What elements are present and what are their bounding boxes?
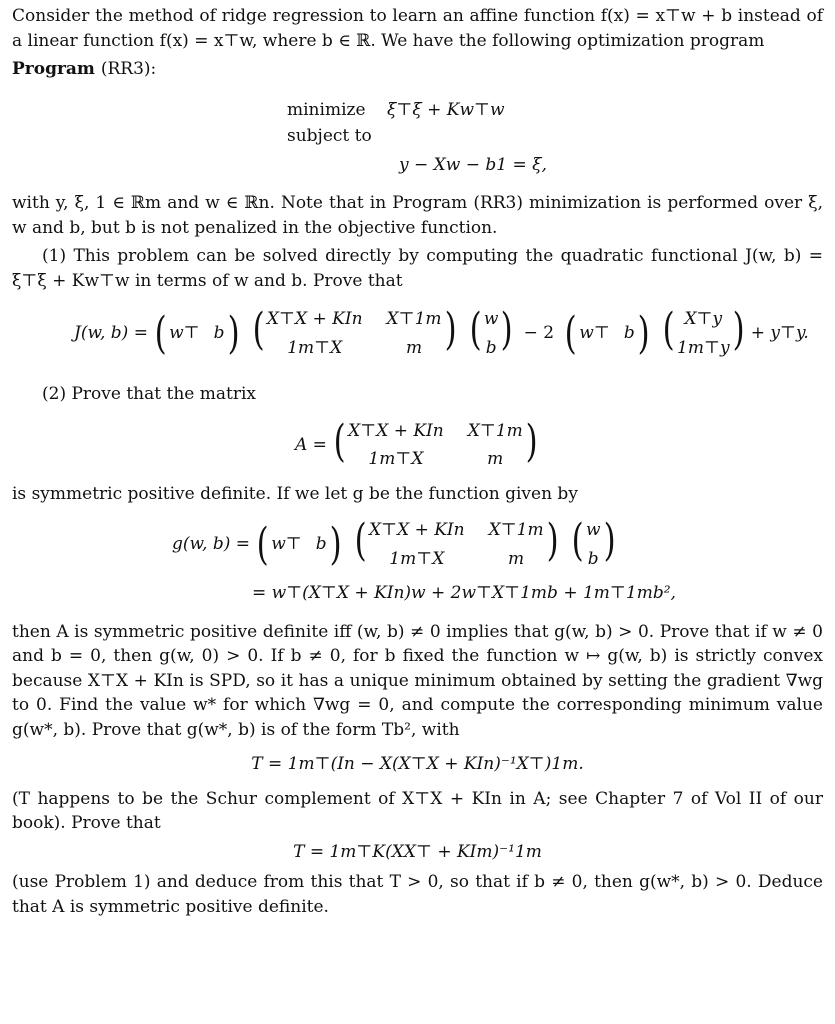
a-matrix-equation: [295, 417, 823, 474]
j-m21: 1m⊤X: [287, 337, 343, 358]
j-rhs-bottom: 1m⊤y: [677, 337, 730, 358]
spd-sentence: is symmetric positive definite. If we let g be the function given by: [12, 483, 578, 504]
j-row-vector: ( w⊤ b ): [154, 307, 240, 359]
minimize-word: minimize: [287, 99, 366, 120]
g-row-b: b: [315, 534, 327, 555]
t-equation-2: T = 1m⊤K(XX⊤ + KIm)⁻¹1m: [293, 841, 542, 862]
a-m22: m: [487, 449, 504, 469]
g-expansion: = w⊤(X⊤X + KIn)w + 2w⊤X⊤1mb + 1m⊤1mb²,: [252, 583, 676, 603]
j-m12: X⊤1m: [386, 309, 442, 329]
g-col-w: w: [585, 520, 601, 540]
j-block-matrix: ( X⊤X + KIn X⊤1m 1m⊤X m ): [250, 305, 459, 362]
intro-paragraph: Consider the method of ridge regression to learn an affine function f(x) = x⊤w + b instead of a linear function f(x) = x⊤w, where b ∈ ℝ. We have the following optimization program: [12, 6, 823, 51]
subject-row: [287, 124, 823, 149]
j-row-vector-2: ( w⊤ b ): [564, 307, 650, 359]
j-col-w: w: [483, 309, 499, 329]
j-col-vector: ( w b ): [467, 305, 516, 362]
j-rhs-top: X⊤y: [684, 309, 723, 329]
g-lhs: g(w, b) =: [172, 534, 251, 555]
part1-text: (1) This problem can be solved directly by computing the quadratic functional J(w, b) = ξ⊤ξ + Kw⊤w in terms of w and b. Prove that: [12, 246, 823, 291]
g-row-vector: ( w⊤ b ): [256, 518, 342, 570]
a-m11: X⊤X + KIn: [348, 420, 444, 441]
j-minus-two: − 2: [523, 323, 555, 344]
j-equation: [74, 305, 823, 362]
final-paragraph: (use Problem 1) and deduce from this that T > 0, so that if b ≠ 0, then g(w*, b) > 0. Deduce that A is symmetric positive definite.: [12, 872, 823, 917]
program-label: Program: [12, 59, 95, 79]
program-heading: [12, 57, 823, 82]
part2-text: (2) Prove that the matrix: [42, 384, 256, 404]
a-block-matrix: ( X⊤X + KIn X⊤1m 1m⊤X m ): [331, 417, 540, 474]
j-rhs-vector: ( X⊤y 1m⊤y ): [660, 305, 747, 362]
j-m22: m: [405, 337, 423, 358]
j-row2-b: b: [623, 323, 635, 344]
j-row2-w: w⊤: [579, 323, 610, 344]
subject-to-word: subject to: [287, 126, 372, 146]
g-col-vector: ( w b ): [569, 516, 618, 573]
j-row-w: w⊤: [169, 323, 200, 344]
objective-expression: ξ⊤ξ + Kw⊤w: [387, 99, 505, 120]
constraint-row: [399, 153, 823, 178]
g-col-b: b: [587, 548, 599, 569]
g-m11: X⊤X + KIn: [368, 520, 465, 540]
optimization-program: [287, 98, 823, 178]
a-m21: 1m⊤X: [368, 449, 424, 469]
g-row-w: w⊤: [271, 534, 302, 555]
constraint-expression: y − Xw − b1 = ξ,: [399, 154, 547, 175]
j-lhs: J(w, b) =: [74, 323, 148, 344]
t-equation: T = 1m⊤(In − X(X⊤X + KIn)⁻¹X⊤)1m.: [251, 754, 584, 774]
g-m22: m: [508, 548, 525, 569]
objective-row: [287, 98, 823, 123]
with-paragraph: with y, ξ, 1 ∈ ℝm and w ∈ ℝn. Note that in Program (RR3) minimization is performed over ξ, w and b, but b is not penalized in the objective function.: [12, 193, 823, 238]
a-m12: X⊤1m: [467, 420, 523, 441]
spd-proof-paragraph: then A is symmetric positive definite iff (w, b) ≠ 0 implies that g(w, b) > 0. Prove that if w ≠ 0 and b = 0, then g(w, 0) > 0. If b ≠ 0, for b fixed the function w ↦ g(w, b) is strictly convex because X⊤X + KIn is SPD, so it has a unique minimum obtained by setting the gradient ∇wg to 0. Find the value w* for which ∇wg = 0, and compute the corresponding minimum value g(w*, b). Prove that g(w*, b) is of the form Tb², with: [12, 621, 823, 740]
g-m21: 1m⊤X: [389, 548, 445, 569]
a-lhs: A =: [295, 434, 327, 455]
program-name: (RR3):: [100, 59, 157, 79]
j-row-b: b: [213, 323, 225, 344]
g-block-matrix: ( X⊤X + KIn X⊤1m 1m⊤X m ): [352, 516, 561, 573]
j-tail: + y⊤y.: [750, 323, 809, 344]
g-m12: X⊤1m: [488, 520, 544, 540]
schur-paragraph: (T happens to be the Schur complement of X⊤X + KIn in A; see Chapter 7 of Vol II of our book). Prove that: [12, 788, 823, 833]
j-m11: X⊤X + KIn: [266, 309, 363, 329]
g-equation: [172, 516, 823, 573]
j-col-b: b: [485, 337, 497, 358]
